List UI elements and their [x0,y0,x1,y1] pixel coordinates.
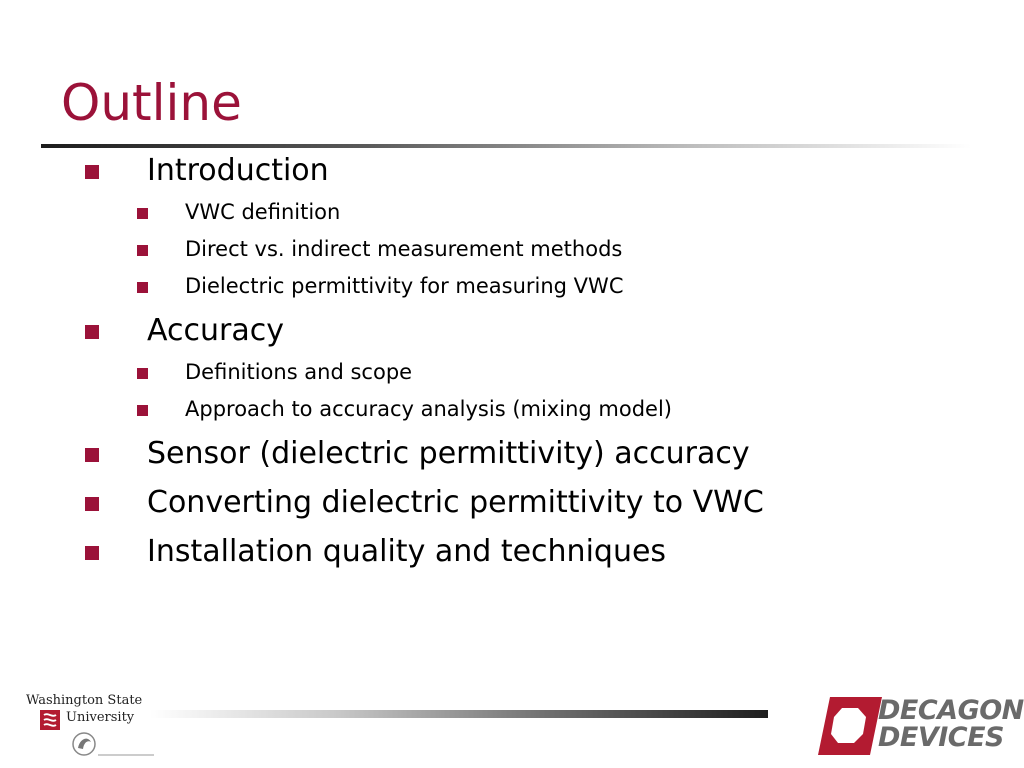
bullet-square-icon [137,282,148,293]
bullet-square-icon [137,405,148,416]
bullet-item-installation-quality [147,534,667,569]
bullet-text: Dielectric permittivity for measuring VWC [185,274,624,298]
wsu-logo-text-line2: University [66,710,135,725]
bullet-item-definitions-scope [185,362,412,383]
bullet-square-icon [85,546,99,560]
decagon-devices-logo [818,695,1024,755]
bullet-item-measurement-methods [185,239,622,260]
bullet-text: Approach to accuracy analysis (mixing model) [185,397,672,421]
bullet-item-introduction [147,153,329,188]
bullet-text: Accuracy [147,313,284,348]
decagon-logo-line2: DEVICES [878,722,1005,753]
bullet-item-accuracy-analysis [185,399,672,420]
bullet-square-icon [85,165,99,179]
bullet-square-icon [85,448,99,462]
bullet-text: Introduction [147,153,329,188]
bullet-square-icon [85,325,99,339]
bullet-square-icon [137,245,148,256]
bullet-text: Direct vs. indirect measurement methods [185,237,623,261]
wsu-cougar-seal-icon [58,730,154,758]
bullet-square-icon [137,208,148,219]
decagon-logo-line1: DECAGON [878,695,1024,726]
bullet-text: Definitions and scope [185,360,413,384]
bullet-item-sensor-accuracy [147,436,750,471]
slide-title: Outline [61,74,242,132]
bullet-item-accuracy [147,313,284,348]
bullet-item-converting-permittivity [147,485,764,520]
bullet-item-dielectric-permittivity [185,276,623,297]
bullet-text: Sensor (dielectric permittivity) accuracy [147,436,750,471]
wsu-shield-icon [40,710,60,730]
bullet-square-icon [137,368,148,379]
bullet-square-icon [85,497,99,511]
bullet-text: Installation quality and techniques [147,534,667,569]
washington-state-university-logo [22,690,152,762]
wsu-logo-text-line1: Washington State [26,693,143,708]
bullet-text: Converting dielectric permittivity to VWC [147,485,764,520]
bullet-text: VWC definition [185,200,341,224]
decagon-logo-text [878,697,1024,751]
bullet-item-vwc-definition [185,202,340,223]
decagon-logo-icon [818,697,882,755]
footer-divider [150,710,768,718]
